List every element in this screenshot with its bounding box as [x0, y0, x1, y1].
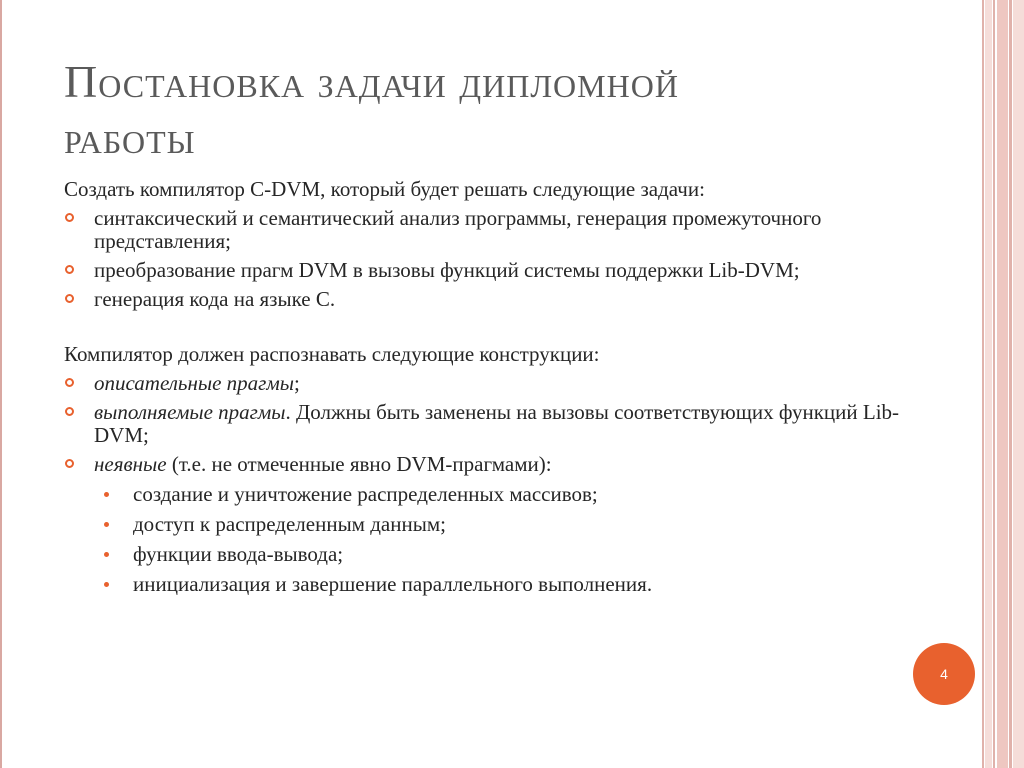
stripe: [997, 0, 1008, 768]
stripe: [993, 0, 995, 768]
slide-title: [64, 56, 924, 168]
stripe: [1013, 0, 1024, 768]
ring-bullet-icon: [65, 265, 74, 274]
sub-list-item-text: создание и уничтожение распределенных массивов;: [133, 482, 598, 506]
list-item-text: . Должны быть заменены на вызовы соответствующих функций Lib-DVM;: [94, 400, 900, 447]
title-line-1: остановка задачи дипломной: [98, 56, 679, 107]
sub-list-item: [64, 483, 914, 506]
dot-bullet-icon: [104, 492, 109, 497]
sub-list-item: [64, 573, 914, 596]
list-item-text: преобразование прагм DVM в вызовы функций системы поддержки Lib-DVM;: [94, 258, 800, 282]
list-item-term: неявные: [94, 452, 167, 476]
list-item-text: генерация кода на языке С.: [94, 287, 336, 311]
ring-bullet-icon: [65, 294, 74, 303]
spacer: [64, 311, 914, 343]
slide-body: [64, 178, 914, 596]
list-item: [64, 401, 914, 447]
sub-list-item-text: инициализация и завершение параллельного выполнения.: [133, 572, 653, 596]
page-number-badge: 4: [913, 643, 975, 705]
section2-intro: Компилятор должен распознавать следующие конструкции:: [64, 342, 600, 366]
stripe: [985, 0, 992, 768]
stripe: [1009, 0, 1012, 768]
title-initial: П: [64, 56, 99, 107]
dot-bullet-icon: [104, 582, 109, 587]
ring-bullet-icon: [65, 213, 74, 222]
ring-bullet-icon: [65, 378, 74, 387]
sub-list-item-text: функции ввода-вывода;: [133, 542, 344, 566]
ring-bullet-icon: [65, 407, 74, 416]
dot-bullet-icon: [104, 552, 109, 557]
list-item: [64, 259, 914, 282]
sub-list-item: [64, 543, 914, 566]
title-line-2: работы: [64, 112, 196, 163]
list-item: [64, 453, 914, 476]
list-item: [64, 288, 914, 311]
section1-intro: Создать компилятор C-DVM, который будет решать следующие задачи:: [64, 177, 705, 201]
list-item: [64, 372, 914, 395]
decorative-stripes: [982, 0, 1024, 768]
ring-bullet-icon: [65, 459, 74, 468]
list-item-text: (т.е. не отмеченные явно DVM-прагмами):: [166, 452, 552, 476]
list-item-text: синтаксический и семантический анализ программы, генерация промежуточного представления;: [94, 206, 822, 253]
stripe: [982, 0, 984, 768]
sub-list-item-text: доступ к распределенным данным;: [133, 512, 446, 536]
sub-list-item: [64, 513, 914, 536]
list-item: [64, 207, 914, 253]
list-item-text: ;: [293, 371, 300, 395]
list-item-term: выполняемые прагмы: [94, 400, 286, 424]
dot-bullet-icon: [104, 522, 109, 527]
list-item-term: описательные прагмы: [94, 371, 294, 395]
